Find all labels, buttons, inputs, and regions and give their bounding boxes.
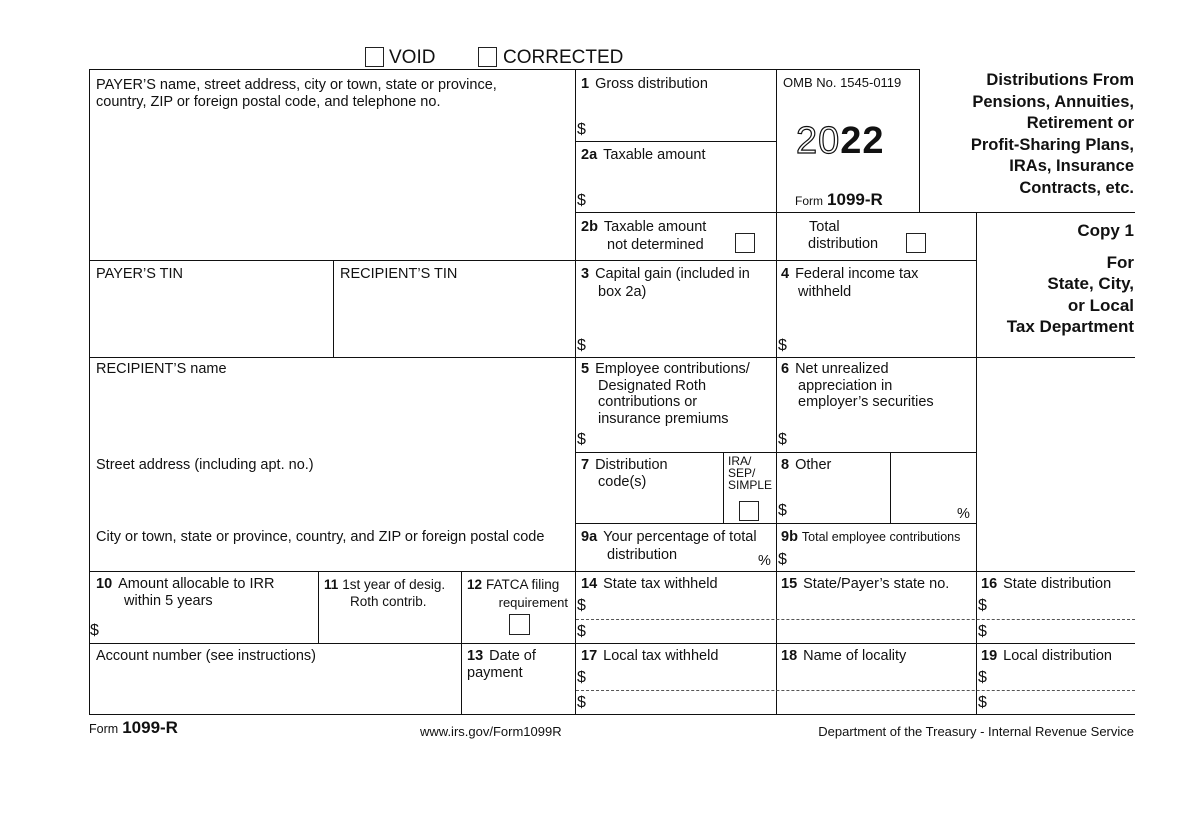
recipient-name-field[interactable] bbox=[91, 380, 573, 450]
payer-name-label: PAYER’S name, street address, city or town, state or province, country, ZIP or foreign postal code, and telephone no. bbox=[96, 77, 497, 110]
box14-dollar-2: $ bbox=[577, 623, 586, 640]
taxable-not-determined-checkbox[interactable] bbox=[735, 233, 755, 253]
box1-label: 1 Gross distribution bbox=[581, 76, 708, 92]
box3-field[interactable] bbox=[590, 305, 774, 355]
box2b-label: 2b Taxable amount bbox=[581, 219, 707, 235]
footer-url[interactable]: www.irs.gov/Form1099R bbox=[420, 724, 562, 739]
total-distribution-checkbox[interactable] bbox=[906, 233, 926, 253]
box17-dollar-2: $ bbox=[577, 694, 586, 711]
box9a-percent: % bbox=[758, 553, 771, 569]
box10-dollar: $ bbox=[90, 622, 99, 639]
box8-percent: % bbox=[957, 506, 970, 522]
box4-label-line2: withheld bbox=[798, 284, 852, 300]
recipient-tin-label: RECIPIENT’S TIN bbox=[340, 266, 458, 282]
recipient-tin-field[interactable] bbox=[335, 285, 573, 355]
footer-form-number: Form 1099-R bbox=[89, 718, 178, 737]
box3-dollar: $ bbox=[577, 337, 586, 354]
box6-dollar: $ bbox=[778, 431, 787, 448]
box9a-label: 9a Your percentage of total bbox=[581, 529, 757, 545]
box6-label: 6 Net unrealized appreciation in employer’s securities bbox=[781, 361, 934, 410]
box8-label: 8 Other bbox=[781, 457, 832, 473]
total-distribution-label: Total distribution bbox=[808, 219, 879, 252]
tax-year: 2022 bbox=[796, 120, 885, 162]
payer-name-field[interactable] bbox=[91, 112, 573, 258]
city-state-zip-label: City or town, state or province, country, and ZIP or foreign postal code bbox=[96, 529, 545, 545]
box13-label: 13 Date of payment bbox=[467, 648, 536, 681]
street-address-label: Street address (including apt. no.) bbox=[96, 457, 314, 473]
box9b-dollar: $ bbox=[778, 551, 787, 568]
ira-sep-simple-checkbox[interactable] bbox=[739, 501, 759, 521]
form-title: Distributions From Pensions, Annuities, Retirement or Profit-Sharing Plans, IRAs, Insurance Contracts, etc. bbox=[970, 71, 1134, 197]
omb-number: OMB No. 1545-0119 bbox=[783, 75, 902, 90]
box19-label: 19 Local distribution bbox=[981, 648, 1112, 664]
distribution-code-field[interactable] bbox=[590, 494, 720, 521]
box5-dollar: $ bbox=[577, 431, 586, 448]
box17-dollar-1: $ bbox=[577, 669, 586, 686]
box4-dollar: $ bbox=[778, 337, 787, 354]
street-address-field[interactable] bbox=[91, 476, 573, 526]
void-checkbox[interactable] bbox=[365, 47, 384, 67]
box14-label: 14 State tax withheld bbox=[581, 576, 718, 592]
box9a-label-line2: distribution bbox=[607, 547, 678, 563]
box12-label: 12 FATCA filing bbox=[467, 577, 560, 592]
box2a-label: 2a Taxable amount bbox=[581, 147, 706, 163]
box11-label: 11 1st year of desig. Roth contrib. bbox=[324, 577, 446, 609]
box19-dollar-2: $ bbox=[978, 694, 987, 711]
box12-label-line2: requirement bbox=[498, 595, 568, 610]
box4-field[interactable] bbox=[792, 305, 974, 355]
recipient-name-label: RECIPIENT’S name bbox=[96, 361, 227, 377]
box17-label: 17 Local tax withheld bbox=[581, 648, 719, 664]
corrected-label: CORRECTED bbox=[503, 47, 624, 68]
box3-label: 3 Capital gain (included in bbox=[581, 266, 750, 282]
box2a-field[interactable] bbox=[590, 166, 774, 210]
void-label: VOID bbox=[389, 47, 436, 68]
box1-field[interactable] bbox=[590, 96, 774, 139]
box18-label: 18 Name of locality bbox=[781, 648, 907, 664]
fatca-checkbox[interactable] bbox=[509, 614, 530, 635]
box16-dollar-2: $ bbox=[978, 623, 987, 640]
footer-department: Department of the Treasury - Internal Revenue Service bbox=[818, 724, 1134, 739]
payer-tin-field[interactable] bbox=[91, 285, 331, 355]
box16-dollar-1: $ bbox=[978, 597, 987, 614]
box1-dollar: $ bbox=[577, 121, 586, 138]
box8-field[interactable] bbox=[792, 476, 888, 521]
payer-tin-label: PAYER’S TIN bbox=[96, 266, 184, 282]
account-number-label: Account number (see instructions) bbox=[96, 648, 317, 664]
box10-label: 10 Amount allocable to IRR within 5 years bbox=[96, 576, 275, 609]
account-number-field[interactable] bbox=[91, 667, 459, 712]
box5-label: 5 Employee contributions/ Designated Roth contributions or insurance premiums bbox=[581, 361, 750, 427]
box7-label: 7 Distribution code(s) bbox=[581, 457, 668, 490]
box8-percent-field[interactable] bbox=[892, 476, 954, 521]
box8-dollar: $ bbox=[778, 502, 787, 519]
box14-dollar-1: $ bbox=[577, 597, 586, 614]
box2a-dollar: $ bbox=[577, 192, 586, 209]
omb-form-number: Form 1099-R bbox=[795, 190, 883, 209]
box15-label: 15 State/Payer’s state no. bbox=[781, 576, 950, 592]
box4-label: 4 Federal income tax bbox=[781, 266, 919, 282]
box2b-label-line2: not determined bbox=[607, 237, 704, 253]
copy-designation: Copy 1 For State, City, or Local Tax Department bbox=[1006, 221, 1134, 336]
ira-sep-simple-label: IRA/ SEP/ SIMPLE bbox=[728, 454, 773, 492]
box16-label: 16 State distribution bbox=[981, 576, 1112, 592]
city-state-zip-field[interactable] bbox=[91, 548, 573, 569]
corrected-checkbox[interactable] bbox=[478, 47, 497, 67]
box3-label-line2: box 2a) bbox=[598, 284, 647, 300]
box19-dollar-1: $ bbox=[978, 669, 987, 686]
box9b-label: 9b Total employee contributions bbox=[781, 529, 961, 545]
